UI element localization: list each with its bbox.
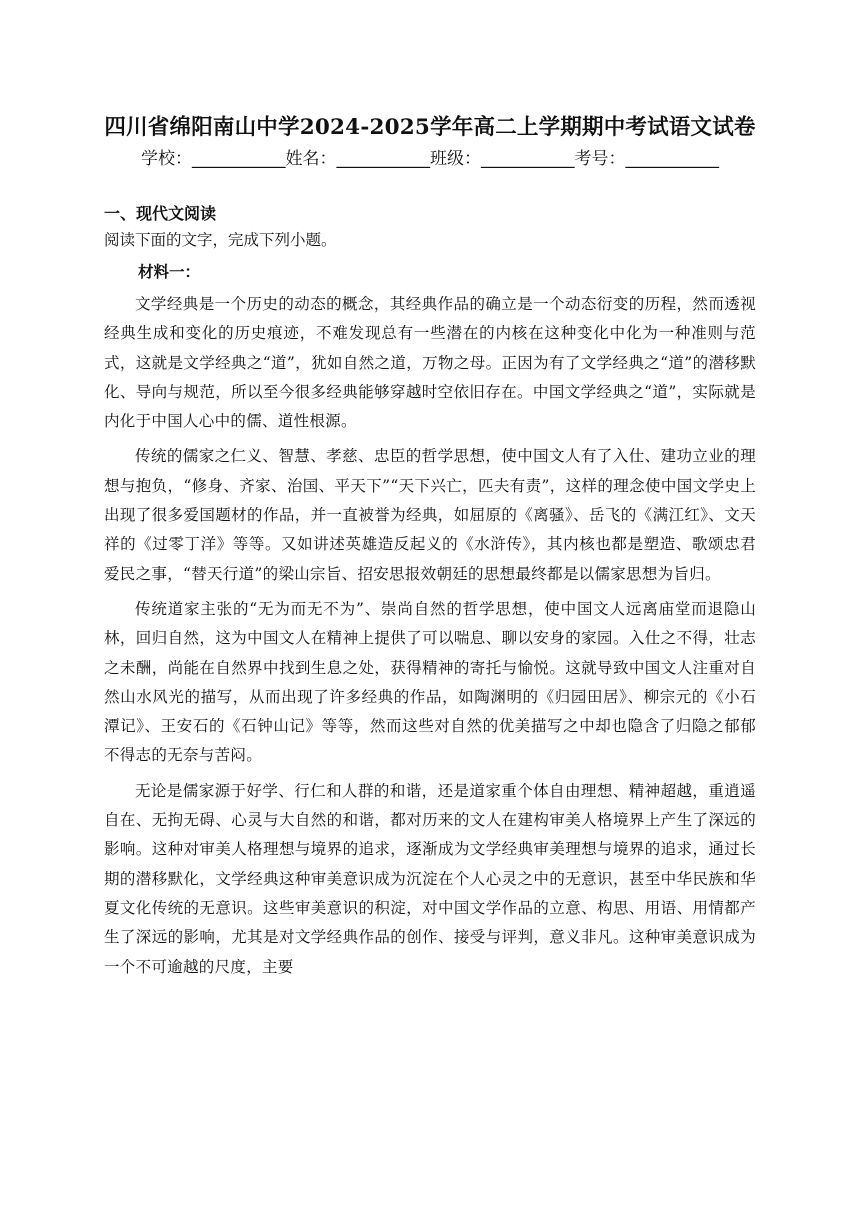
paragraph: 传统的儒家之仁义、智慧、孝慈、忠臣的哲学思想，使中国文人有了入仕、建功立业的理想与抱负，“修身、齐家、治国、平天下”“天下兴亡，匹夫有责”，这样的理念使中国文学史上出现了很多爱国题材的作品，并一直被誉为经典，如屈原的《离骚》、岳飞的《满江红》、文天祥的《过零丁洋》等等。又如讲述英雄造反起义的《水浒传》，其内核也都是塑造、歌颂忠君爱民之事，“替天行道”的梁山宗旨、招安思报效朝廷的思想最终都是以儒家思想为旨归。 bbox=[104, 447, 756, 583]
document-title: 四川省绵阳南山中学2024-2025学年高二上学期期中考试语文试卷 bbox=[104, 115, 756, 140]
paragraph: 无论是儒家源于好学、行仁和人群的和谐，还是道家重个体自由理想、精神超越，重逍遥自在、无拘无碍、心灵与大自然的和谐，都对历来的文人在建构审美人格境界上产生了深远的影响。这种对审美人格理想与境界的追求，逐渐成为文学经典审美理想与境界的追求，通过长期的潜移默化，文学经典这种审美意识成为沉淀在个人心灵之中的无意识，甚至中华民族和华夏文化传统的无意识。这些审美意识的积淀，对中国文学作品的立意、构思、用语、用情都产生了深远的影响，尤其是对文学经典作品的创作、接受与评判，意义非凡。这种审美意识成为一个不可逾越的尺度，主要 bbox=[104, 781, 756, 976]
student-info-line: 学校：___________姓名：___________班级：___________考号：___________ bbox=[141, 149, 719, 169]
section-title: 一、现代文阅读 bbox=[104, 204, 217, 223]
reading-instruction: 阅读下面的文字，完成下列小题。 bbox=[104, 231, 337, 249]
document-page bbox=[104, 104, 756, 982]
paragraph: 传统道家主张的“无为而无不为”、崇尚自然的哲学思想，使中国文人远离庙堂而退隐山林，回归自然，这为中国文人在精神上提供了可以喘息、聊以安身的家园。入仕之不得，壮志之未酬，尚能在自然界中找到生息之处，获得精神的寄托与愉悦。这就导致中国文人注重对自然山水风光的描写，从而出现了许多经典的作品，如陶渊明的《归园田居》、柳宗元的《小石潭记》、王安石的《石钟山记》等等，然而这些对自然的优美描写之中却也隐含了归隐之郁郁不得志的无奈与苦闷。 bbox=[104, 599, 756, 765]
paragraph: 文学经典是一个历史的动态的概念，其经典作品的确立是一个动态衍变的历程，然而透视经典生成和变化的历史痕迹，不难发现总有一些潜在的内核在这种变化中化为一种准则与范式，这就是文学经典之“道”，犹如自然之道，万物之母。正因为有了文学经典之“道”的潜移默化、导向与规范，所以至今很多经典能够穿越时空依旧存在。中国文学经典之“道”，实际就是内化于中国人心中的儒、道性根源。 bbox=[104, 295, 756, 431]
material-label: 材料一： bbox=[138, 262, 201, 281]
